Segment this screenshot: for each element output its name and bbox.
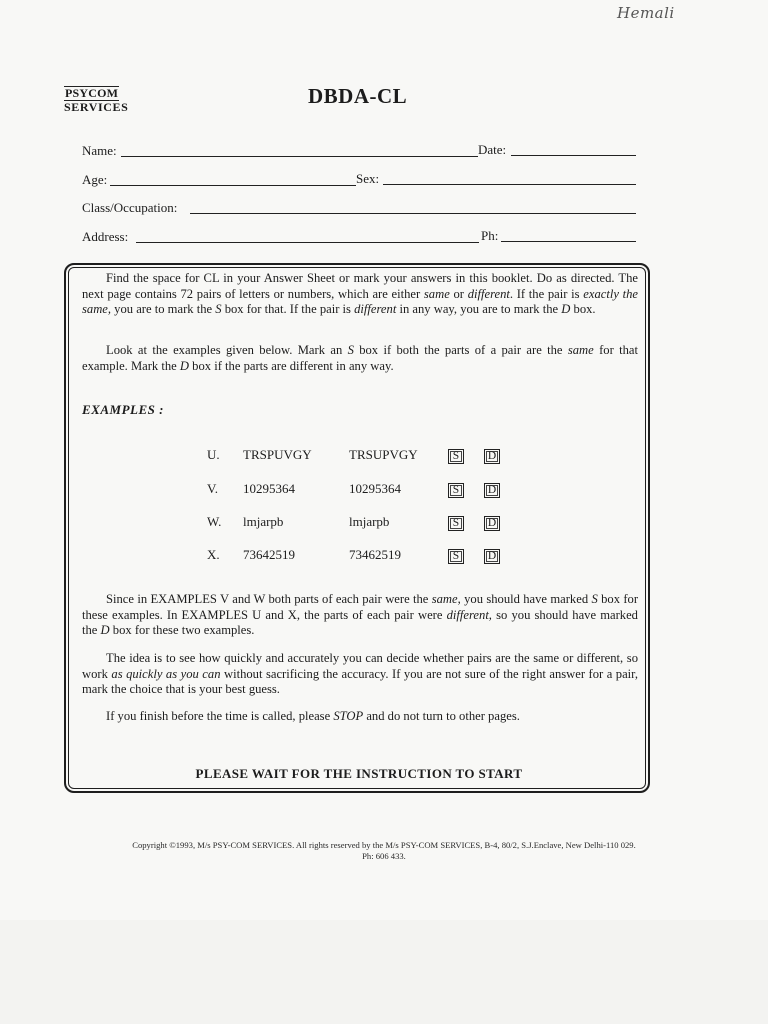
- example-left: 10295364: [243, 481, 295, 496]
- example-right: TRSUPVGY: [349, 447, 418, 462]
- example-row-x: [0, 547, 768, 567]
- instructions-paragraph-4: The idea is to see how quickly and accurately you can decide whether pairs are the same or different, so work as quickly as you can without sacrificing the accuracy. If you are not sure of the right answer for a pair, mark the choice that is your best guess.: [82, 651, 639, 696]
- sex-field[interactable]: [383, 184, 636, 185]
- page-title: DBDA-CL: [308, 84, 408, 108]
- age-label: Age:: [82, 172, 108, 187]
- same-checkbox[interactable]: S: [448, 549, 464, 564]
- instructions-paragraph-5: If you finish before the time is called, please STOP and do not turn to other pages.: [106, 709, 520, 723]
- example-right: 73462519: [349, 547, 401, 562]
- example-row-u: [0, 447, 768, 467]
- name-date-separator: [464, 156, 478, 157]
- age-field[interactable]: [110, 185, 356, 186]
- class-occupation-field[interactable]: [190, 213, 636, 214]
- name-field[interactable]: [121, 156, 464, 157]
- same-checkbox[interactable]: S: [448, 449, 464, 464]
- different-checkbox[interactable]: D: [484, 549, 500, 564]
- instructions-paragraph-1: Find the space for CL in your Answer Sheet or mark your answers in this booklet. Do as directed. The next page contains 72 pairs of letters or numbers, which are either same or different. If the pair is exactly the same, you are to mark the S box for that. If the pair is different in any way, you are to mark the D box.: [82, 271, 638, 316]
- example-right: lmjarpb: [349, 514, 390, 529]
- example-row-w: [0, 514, 768, 534]
- example-right: 10295364: [349, 481, 401, 496]
- instructions-paragraph-3: Since in EXAMPLES V and W both parts of each pair were the same, you should have marked S box for these examples. In EXAMPLES U and X, the parts of each pair were different, so you should have marked the D box for these two examples.: [82, 592, 639, 637]
- ph-field[interactable]: [501, 241, 636, 242]
- example-letter: X.: [207, 547, 220, 562]
- different-checkbox[interactable]: D: [484, 449, 500, 464]
- example-letter: W.: [207, 514, 222, 529]
- different-checkbox[interactable]: D: [484, 516, 500, 531]
- psycom-logo: [64, 86, 134, 114]
- handwritten-annotation: Hemali: [617, 4, 675, 22]
- sex-label: Sex:: [356, 171, 380, 186]
- date-field[interactable]: [511, 155, 636, 156]
- instructions-paragraph-2: Look at the examples given below. Mark an S box if both the parts of a pair are the same for that example. Mark the D box if the parts are different in any way.: [82, 343, 638, 373]
- copyright-phone: Ph: 606 433.: [362, 851, 406, 861]
- example-row-v: [0, 481, 768, 501]
- copyright-text: Copyright ©1993, M/s PSY-COM SERVICES. All rights reserved by the M/s PSY-COM SERVICES, B-4, 80/2, S.J.Enclave, New Delhi-110 029.: [132, 840, 636, 850]
- name-label: Name:: [82, 143, 117, 158]
- copyright-footer: [58, 840, 710, 862]
- example-letter: U.: [207, 447, 220, 462]
- example-letter: V.: [207, 481, 218, 496]
- logo-line1: PSYCOM: [65, 86, 119, 100]
- example-left: TRSPUVGY: [243, 447, 312, 462]
- example-left: 73642519: [243, 547, 295, 562]
- wait-notice: PLEASE WAIT FOR THE INSTRUCTION TO START: [195, 766, 523, 781]
- logo-line2: SERVICES: [64, 100, 129, 114]
- class-occupation-label: Class/Occupation:: [82, 200, 178, 215]
- same-checkbox[interactable]: S: [448, 516, 464, 531]
- ph-label: Ph:: [481, 228, 499, 243]
- examples-heading: EXAMPLES :: [82, 402, 164, 417]
- address-field[interactable]: [136, 242, 479, 243]
- same-checkbox[interactable]: S: [448, 483, 464, 498]
- different-checkbox[interactable]: D: [484, 483, 500, 498]
- example-left: lmjarpb: [243, 514, 284, 529]
- address-label: Address:: [82, 229, 129, 244]
- date-label: Date:: [478, 142, 507, 157]
